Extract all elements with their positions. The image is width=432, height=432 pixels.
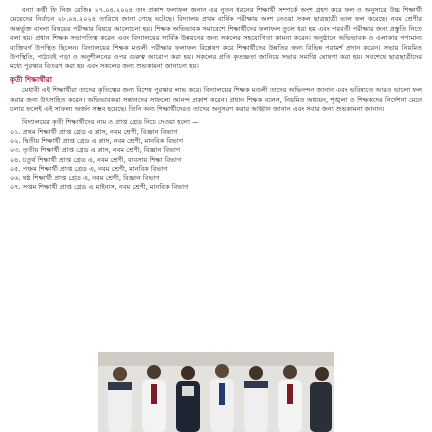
article-paragraph-2: মেধাবী এই শিক্ষার্থীরা তাদের কৃতিত্বের জন্য বিশেষ পুরস্কার লাভ করে। বিদ্যালয়ের শিক্ষক মণ্ডলী তাদের অভিনন্দন জানান এবং ভবিষ্যতে আরও ভালো ফল করার জন্য উৎসাহিত করেন। অভিভাবকরা সন্তানদের সাফল্যে আনন্দ প্রকাশ করেন। প্রধান শিক্ষক বলেন, নিয়মিত অধ্যয়ন, শৃঙ্খলা ও শিক্ষকদের নির্দেশনা মেনে চলার ফলেই এই সাফল্য অর্জন সম্ভব হয়েছে। তিনি অন্য শিক্ষার্থীদেরও তাদের অনুসরণ করার আহ্বান জানান এবং সবার জন্য শুভকামনা জানান। [10,86,422,114]
group-photo-illustration [98,352,334,432]
list-item: ০৪. চতুর্থ শিক্ষার্থী প্রাপ্ত গ্রেড এ, নবম শ্রেণী, ব্যবসায় শিক্ষা বিভাগ [10,155,182,164]
list-item: ০৬. ষষ্ঠ শিক্ষার্থী প্রাপ্ত গ্রেড এ, নবম শ্রেণী, বিজ্ঞান বিভাগ [10,174,160,183]
list-item: ০৭. সপ্তম শিক্ষার্থী প্রাপ্ত গ্রেড এ মাইনাস, নবম শ্রেণী, মানবিক বিভাগ [10,183,189,192]
list-item: ০১. প্রথম শিক্ষার্থী প্রাপ্ত গ্রেড এ প্লাস, নবম শ্রেণী, বিজ্ঞান বিভাগ [10,128,178,137]
article-paragraph-1: বন্যা কর্ত্তী ফি নিজ রেজিঃ ২৭.০৪.২০২৪ তাং প্রকাশ ফলাফল জনান এর নুতন ধরনের শিক্ষার্থী সম্পর্কে অংশ গ্রহণ করে ফল ও অনুসারে উচ্চ শিক্ষার্থী মেয়েদের নির্বাচন ২৮.০৪.২০২৪ তারিখে জানা গেছে ঘটেছে। বিদ্যালয় প্রথম বার্ষিক পরীক্ষায় অংশ নেওয়া সকল ছাত্রছাত্রী ভাল ফল করেছে। নবম শ্রেণীর অন্তর্ভুক্ত বাংলা বিষয়ের পরীক্ষার বিষয়ে আলোচনা হয়। শিক্ষক অভিভাবক সমাবেশে শিক্ষার্থীদের ফলাফল তুলে ধরা হয় এবং পরবর্তী পরীক্ষার জন্য প্রস্তুতি নিতে বলা হয়। প্রধান শিক্ষক সভাপতিত্ব করেন এবং বিদ্যালয়ের সার্বিক উন্নয়নের জন্য সকলের সহযোগিতা কামনা করেন। অনুষ্ঠানে অভিভাবক ও এলাকার গণ্যমান্য ব্যক্তিবর্গ উপস্থিত ছিলেন। বিদ্যালয়ের শিক্ষক মণ্ডলী পরীক্ষার ফলাফল বিশ্লেষণ করে শিক্ষার্থীদের উন্নতির জন্য বিভিন্ন পরামর্শ প্রদান করেন। সভায় নিয়মিত উপস্থিতি, পাঠ্যবই পড়া ও অনুশীলনের ওপর গুরুত্ব আরোপ করা হয়। সকলের প্রতি কৃতজ্ঞতা জানিয়ে সভার সমাপ্তি ঘোষণা করা হয়। সবশেষে ছাত্রছাত্রীদের মধ্যে পুরস্কার বিতরণ করা হয় এবং সকলের জন্য শুভকামনা জানানো হয়। [10,6,422,71]
section-subheading: কৃতী শিক্ষার্থীরা [10,74,52,84]
list-item: ০২. দ্বিতীয় শিক্ষার্থী প্রাপ্ত গ্রেড এ প্লাস, নবম শ্রেণী, মানবিক বিভাগ [10,137,184,146]
list-intro-line: বিদ্যালয়ের কৃতী শিক্ষার্থীদের নাম ও প্রাপ্ত গ্রেড নিচে দেওয়া হলো — [22,117,199,126]
student-list [10,128,422,192]
group-photo [98,352,334,432]
list-item: ০৫. পঞ্চম শিক্ষার্থী প্রাপ্ত গ্রেড এ, নবম শ্রেণী, মানবিক বিভাগ [10,164,168,173]
list-item: ০৩. তৃতীয় শিক্ষার্থী প্রাপ্ত গ্রেড এ প্লাস, নবম শ্রেণী, বিজ্ঞান বিভাগ [10,146,181,155]
